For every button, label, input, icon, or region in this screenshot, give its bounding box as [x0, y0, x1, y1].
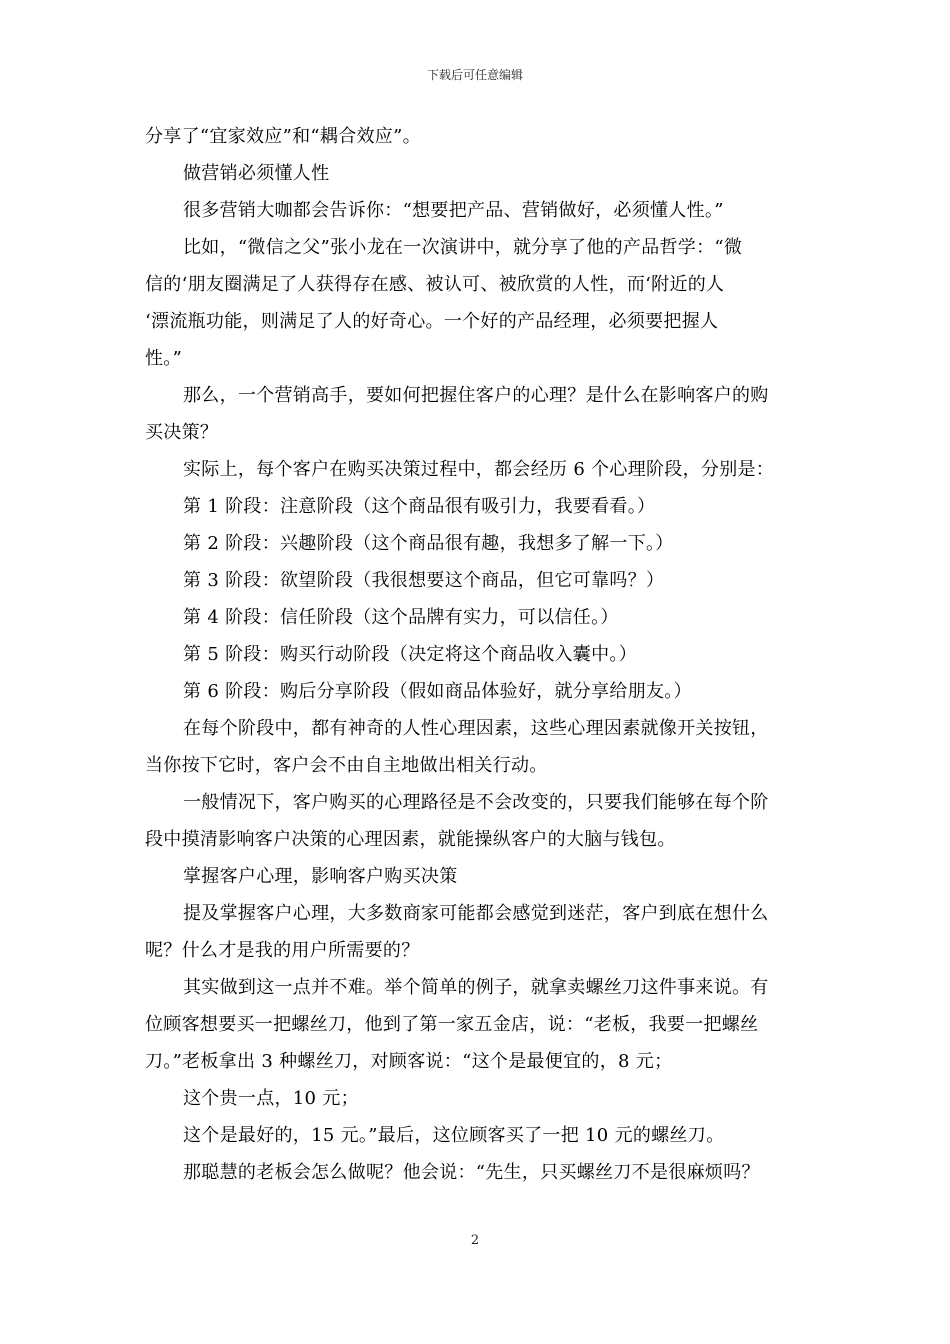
document-body — [145, 118, 805, 1191]
text-line: 这个贵一点，10 元； — [183, 1088, 359, 1109]
section-heading: 掌握客户心理，影响客户购买决策 — [183, 866, 458, 887]
text-line: 其实做到这一点并不难。举个简单的例子，就拿卖螺丝刀这件事来说。有 — [183, 977, 769, 998]
text-line: 买决策？ — [145, 422, 219, 443]
stage-item: 第 4 阶段：信任阶段（这个品牌有实力，可以信任。） — [183, 607, 619, 628]
stage-item: 第 1 阶段：注意阶段（这个商品很有吸引力，我要看看。） — [183, 496, 656, 517]
text-line: 那聪慧的老板会怎么做呢？他会说：“先生，只买螺丝刀不是很麻烦吗？ — [183, 1162, 760, 1183]
text-line: 一般情况下，客户购买的心理路径是不会改变的，只要我们能够在每个阶 — [183, 792, 769, 813]
text-line: 信的‘朋友圈满足了人获得存在感、被认可、被欣赏的人性，而‘附近的人 — [145, 274, 725, 295]
text-line: 段中摸清影响客户决策的心理因素，就能操纵客户的大脑与钱包。 — [145, 829, 676, 850]
stage-item: 第 2 阶段：兴趣阶段（这个商品很有趣，我想多了解一下。） — [183, 533, 674, 554]
stage-item: 第 3 阶段：欲望阶段（我很想要这个商品，但它可靠吗？） — [183, 570, 665, 591]
text-line: 刀。”老板拿出 3 种螺丝刀，对顾客说：“这个是最便宜的，8 元； — [145, 1051, 673, 1072]
text-line: 当你按下它时，客户会不由自主地做出相关行动。 — [145, 755, 548, 776]
text-line: 提及掌握客户心理，大多数商家可能都会感觉到迷茫，客户到底在想什么 — [183, 903, 769, 924]
text-line: 这个是最好的，15 元。”最后，这位顾客买了一把 10 元的螺丝刀。 — [183, 1125, 725, 1146]
text-line: 位顾客想要买一把螺丝刀，他到了第一家五金店，说：“老板，我要一把螺丝 — [145, 1014, 759, 1035]
section-heading: 做营销必须懂人性 — [183, 163, 330, 184]
page-header: 下载后可任意编辑 — [426, 68, 523, 82]
text-line: 分享了“宜家效应”和“耦合效应”。 — [145, 126, 421, 147]
page-number: 2 — [470, 1233, 480, 1248]
text-line: ‘漂流瓶功能，则满足了人的好奇心。一个好的产品经理，必须要把握人 — [145, 311, 719, 332]
text-line: 在每个阶段中，都有神奇的人性心理因素，这些心理因素就像开关按钮， — [183, 718, 769, 739]
text-line: 比如，“微信之父”张小龙在一次演讲中，就分享了他的产品哲学：“微 — [183, 237, 743, 258]
text-line: 呢？什么才是我的用户所需要的？ — [145, 940, 420, 961]
text-line: 很多营销大咖都会告诉你：“想要把产品、营销做好，必须懂人性。” — [183, 200, 724, 221]
stage-item: 第 5 阶段：购买行动阶段（决定将这个商品收入囊中。） — [183, 644, 637, 665]
text-line: 性。” — [145, 348, 183, 369]
text-line: 那么，一个营销高手，要如何把握住客户的心理？是什么在影响客户的购 — [183, 385, 769, 406]
text-line: 实际上，每个客户在购买决策过程中，都会经历 6 个心理阶段，分别是： — [183, 459, 775, 480]
stage-item: 第 6 阶段：购后分享阶段（假如商品体验好，就分享给朋友。） — [183, 681, 692, 702]
